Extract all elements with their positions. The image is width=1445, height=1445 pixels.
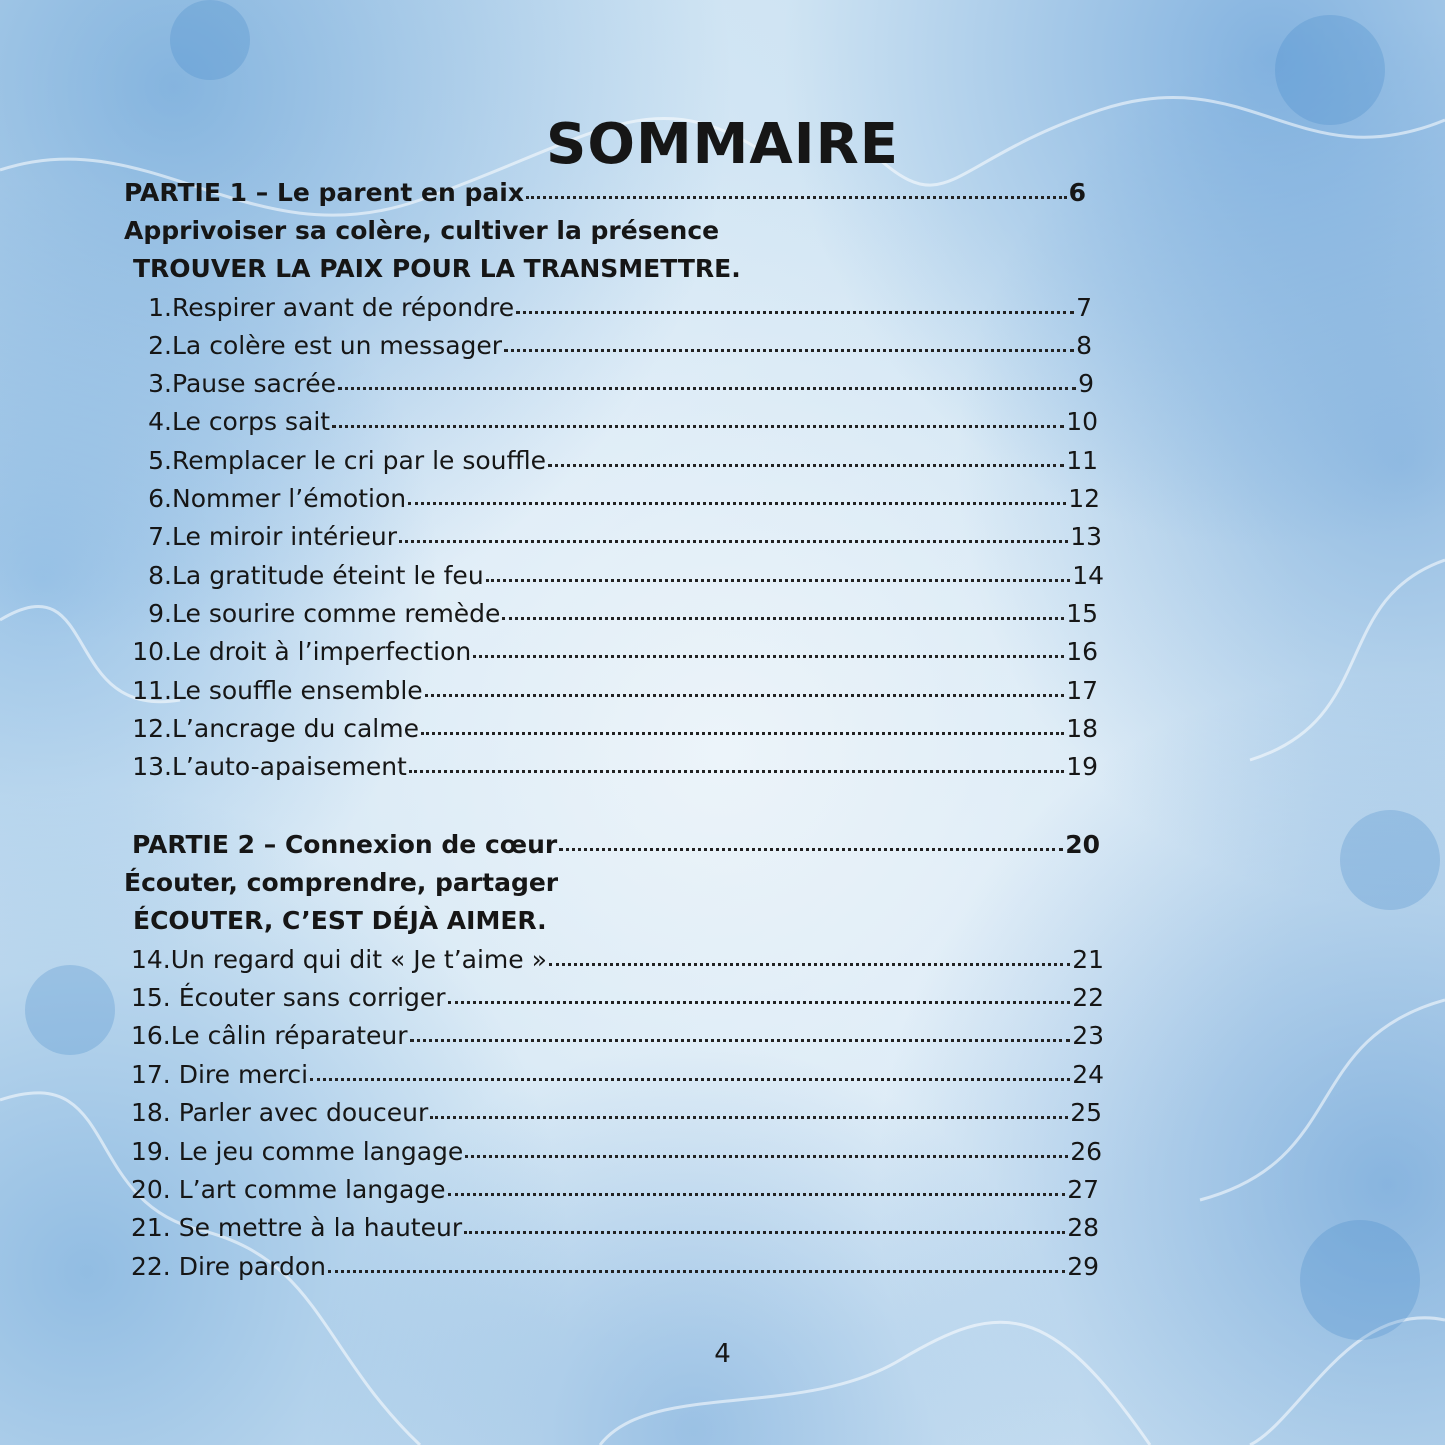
- toc-entry: [131, 941, 1104, 979]
- part-2-page: 20: [1065, 830, 1100, 859]
- toc-entry-page: 15: [1066, 599, 1098, 628]
- toc-entry-number: 4.: [148, 407, 172, 436]
- toc-entry-page: 21: [1072, 945, 1104, 974]
- toc-entry-label: 19. Le jeu comme langage: [131, 1137, 464, 1166]
- dot-leader: [448, 1193, 1066, 1196]
- toc-entry-number: 11.: [132, 676, 172, 705]
- toc-entry-page: 29: [1067, 1252, 1099, 1281]
- toc-entry-number: 12.: [132, 714, 172, 743]
- toc-entry-label: 14.Un regard qui dit « Je t’aime »: [131, 945, 547, 974]
- toc-entry-page: 14: [1072, 561, 1104, 590]
- toc-entry-label: La colère est un messager: [172, 331, 503, 360]
- toc-entry-page: 26: [1070, 1137, 1102, 1166]
- toc-entry: [120, 595, 1098, 633]
- toc-entry-number: 13.: [132, 752, 172, 781]
- toc-entry-label: L’ancrage du calme: [172, 714, 419, 743]
- toc-entry: [131, 1171, 1099, 1209]
- toc-entry-label: 16.Le câlin réparateur: [131, 1021, 408, 1050]
- toc-entry-label: Le souffle ensemble: [172, 676, 423, 705]
- dot-leader: [473, 655, 1064, 658]
- toc-entry-number: 1.: [148, 293, 172, 322]
- toc-entry: [120, 442, 1098, 480]
- toc-entry-page: 18: [1066, 714, 1098, 743]
- toc-entry: [120, 518, 1102, 556]
- toc-entry-label: 15. Écouter sans corriger: [131, 983, 446, 1012]
- toc-entry: [131, 1209, 1099, 1247]
- toc-entry-label: Le sourire comme remède: [172, 599, 501, 628]
- toc-entry-page: 12: [1068, 484, 1100, 513]
- dot-leader: [430, 1116, 1068, 1119]
- toc-entry-page: 9: [1078, 369, 1094, 398]
- dot-leader: [504, 349, 1074, 352]
- dot-leader: [486, 579, 1071, 582]
- part-1-subtitle: Apprivoiser sa colère, cultiver la présence: [124, 216, 720, 245]
- dot-leader: [448, 1001, 1071, 1004]
- toc-entry-page: 22: [1072, 983, 1104, 1012]
- part-2-motto: ÉCOUTER, C’EST DÉJÀ AIMER.: [133, 906, 547, 935]
- dot-leader: [408, 502, 1066, 505]
- toc-entry-number: 9.: [148, 599, 172, 628]
- toc-entry: [120, 672, 1098, 710]
- toc-entry-number: 3.: [148, 369, 172, 398]
- part-1-heading: [124, 174, 1086, 212]
- dot-leader: [328, 1270, 1065, 1273]
- toc-entry: [131, 1056, 1104, 1094]
- toc-entry: [120, 633, 1098, 671]
- part-2-subtitle: Écouter, comprendre, partager: [124, 868, 559, 897]
- page-title: SOMMAIRE: [546, 112, 899, 177]
- toc-entry: [131, 979, 1104, 1017]
- dot-leader: [399, 540, 1068, 543]
- toc-entry-label: Respirer avant de répondre: [172, 293, 515, 322]
- dot-leader: [465, 1155, 1068, 1158]
- toc-entry-page: 7: [1076, 293, 1092, 322]
- dot-leader: [549, 963, 1070, 966]
- dot-leader: [464, 1231, 1065, 1234]
- toc-entry-label: Nommer l’émotion: [172, 484, 407, 513]
- dot-leader: [548, 464, 1064, 467]
- toc-entry-number: 2.: [148, 331, 172, 360]
- toc-entry: [120, 365, 1094, 403]
- toc-entry: [120, 480, 1100, 518]
- toc-entry-label: 21. Se mettre à la hauteur: [131, 1213, 463, 1242]
- toc-entry: [120, 557, 1104, 595]
- toc-entry-page: 8: [1076, 331, 1092, 360]
- toc-entry-label: Le droit à l’imperfection: [172, 637, 472, 666]
- toc-entry-label: L’auto-apaisement: [172, 752, 407, 781]
- toc-entry-page: 19: [1066, 752, 1098, 781]
- toc-entry-page: 11: [1066, 446, 1098, 475]
- dot-leader: [410, 1039, 1071, 1042]
- dot-leader: [425, 694, 1065, 697]
- dot-leader: [332, 425, 1064, 428]
- toc-entry-label: 17. Dire merci: [131, 1060, 309, 1089]
- toc-entry-label: La gratitude éteint le feu: [172, 561, 484, 590]
- dot-leader: [559, 848, 1063, 851]
- toc-entry-page: 16: [1066, 637, 1098, 666]
- toc-entry: [120, 710, 1098, 748]
- dot-leader: [526, 196, 1067, 199]
- toc-entry-page: 17: [1066, 676, 1098, 705]
- part-1-motto: TROUVER LA PAIX POUR LA TRANSMETTRE.: [133, 254, 741, 283]
- toc-entry-page: 13: [1070, 522, 1102, 551]
- part-1-title: PARTIE 1 – Le parent en paix: [124, 178, 524, 207]
- dot-leader: [502, 617, 1064, 620]
- part-2-title: PARTIE 2 – Connexion de cœur: [132, 830, 558, 859]
- toc-entry-number: 8.: [148, 561, 172, 590]
- toc-entry: [131, 1094, 1102, 1132]
- toc-entry-label: Le miroir intérieur: [172, 522, 398, 551]
- toc-entry-label: 20. L’art comme langage: [131, 1175, 446, 1204]
- toc-entry-label: Remplacer le cri par le souffle: [172, 446, 547, 475]
- part-2-heading: [132, 826, 1100, 864]
- toc-entry-page: 27: [1067, 1175, 1099, 1204]
- toc-entry: [131, 1017, 1104, 1055]
- toc-entry-page: 24: [1072, 1060, 1104, 1089]
- toc-entry: [120, 748, 1098, 786]
- toc-entry-label: 22. Dire pardon: [131, 1252, 326, 1281]
- toc-entry-number: 5.: [148, 446, 172, 475]
- toc-entry-label: Le corps sait: [172, 407, 331, 436]
- toc-entry-label: 18. Parler avec douceur: [131, 1098, 429, 1127]
- toc-entry-number: 7.: [148, 522, 172, 551]
- dot-leader: [409, 770, 1064, 773]
- toc-entry: [120, 289, 1092, 327]
- toc-entry-page: 28: [1067, 1213, 1099, 1242]
- toc-entry-number: 10.: [132, 637, 172, 666]
- dot-leader: [338, 387, 1076, 390]
- toc-entry-label: Pause sacrée: [172, 369, 337, 398]
- toc-entry: [131, 1133, 1102, 1171]
- toc-entry: [131, 1248, 1099, 1286]
- part-1-page: 6: [1068, 178, 1086, 207]
- dot-leader: [421, 732, 1064, 735]
- toc-entry-page: 25: [1070, 1098, 1102, 1127]
- toc-entry-number: 6.: [148, 484, 172, 513]
- toc-entry: [120, 327, 1092, 365]
- toc-entry-page: 10: [1066, 407, 1098, 436]
- dot-leader: [310, 1078, 1070, 1081]
- toc-entry-page: 23: [1072, 1021, 1104, 1050]
- dot-leader: [516, 311, 1074, 314]
- page-number: 4: [714, 1339, 731, 1369]
- toc-entry: [120, 403, 1098, 441]
